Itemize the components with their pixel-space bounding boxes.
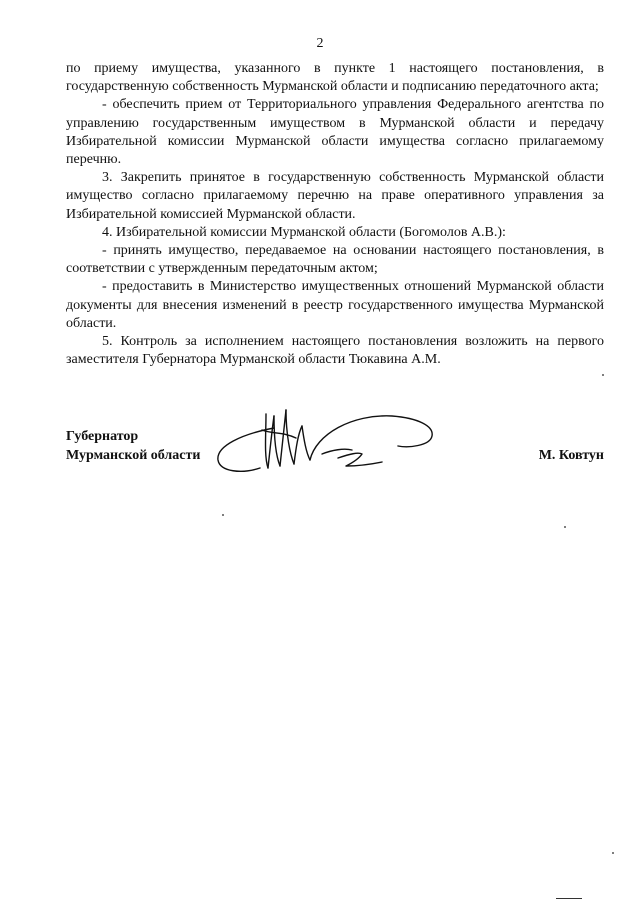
paragraph-ensure-receipt: - обеспечить прием от Территориального управления Федерального агентства по управлению государственным имуществом в Мурманской области и передачу Избирательной комиссии Мурманской области имущества согласно прилагаемому перечню.: [66, 97, 604, 168]
document-body: [66, 60, 604, 369]
scan-edge-mark: [556, 898, 582, 899]
scan-speck: [602, 374, 604, 376]
scan-speck: [564, 526, 566, 528]
paragraph-4-accept: - принять имущество, передаваемое на основании настоящего постановления, в соответствии с утвержденным передаточным актом;: [66, 243, 604, 277]
signatory-title-line-1: Губернатор: [66, 429, 139, 444]
signatory-title: [66, 428, 200, 465]
signatory-name: М. Ковтун: [538, 447, 604, 463]
paragraph-continuation: по приему имущества, указанного в пункте 1 настоящего постановления, в государственную собственность Мурманской области и подписанию передаточного акта;: [66, 61, 604, 95]
scan-speck: [222, 514, 224, 516]
paragraph-4-submit: - предоставить в Министерство имущественных отношений Мурманской области документы для внесения изменений в реестр государственного имущества Мурманской области.: [66, 279, 604, 331]
paragraph-5: 5. Контроль за исполнением настоящего постановления возложить на первого заместителя Губернатора Мурманской области Тюкавина А.М.: [66, 334, 604, 368]
signatory-title-line-2: Мурманской области: [66, 447, 201, 463]
paragraph-3: 3. Закрепить принятое в государственную собственность Мурманской области имущество согласно прилагаемому перечню на праве оперативного управления за Избирательной комиссией Мурманской области.: [66, 170, 604, 222]
handwritten-signature: [212, 404, 442, 484]
scan-speck: [612, 852, 614, 854]
page-number: 2: [316, 36, 324, 51]
paragraph-4: 4. Избирательной комиссии Мурманской области (Богомолов А.В.):: [102, 224, 506, 240]
